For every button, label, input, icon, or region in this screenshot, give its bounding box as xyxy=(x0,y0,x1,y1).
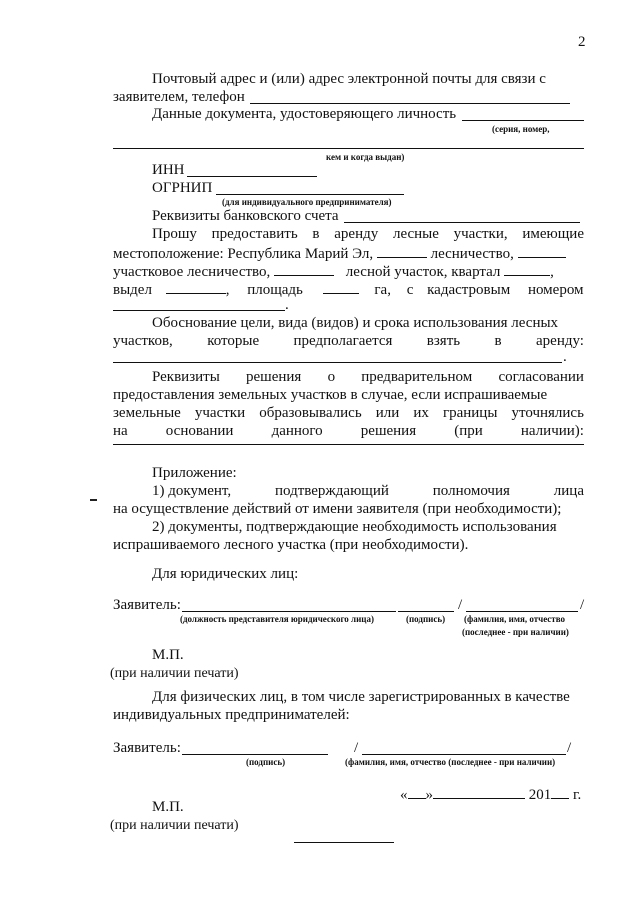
word: лесные xyxy=(392,226,439,242)
legal-name-blank[interactable] xyxy=(466,611,578,612)
attachment-item2-line1: 2) документы, подтверждающие необходимость использования xyxy=(152,519,557,535)
ogrnip-label: ОГРНИП xyxy=(152,180,213,196)
word: предварительном xyxy=(361,369,473,385)
allotment-blank[interactable] xyxy=(166,280,226,294)
request-line2 xyxy=(113,244,566,263)
forestry-label: лесничество, xyxy=(430,246,514,262)
decision-line2: предоставления земельных участков в случае, если испрашиваемые xyxy=(113,387,548,403)
hectare-label: га, xyxy=(374,282,391,298)
legal-slash-2: / xyxy=(580,597,585,613)
bank-blank[interactable] xyxy=(344,222,580,223)
attachments-title: Приложение: xyxy=(152,465,237,481)
day-blank[interactable] xyxy=(408,785,426,799)
legal-signature-blank[interactable] xyxy=(398,611,454,612)
request-end-dot: . xyxy=(285,297,289,313)
word: аренду xyxy=(334,226,379,242)
word: данного xyxy=(271,423,323,439)
cadastral-label: кадастровым xyxy=(427,282,511,298)
legal-hint-signature: (подпись) xyxy=(406,614,446,624)
scan-mark xyxy=(90,499,97,501)
word: в xyxy=(494,333,502,349)
word: их xyxy=(413,405,429,421)
word: решения xyxy=(360,423,417,439)
individual-slash-2: / xyxy=(567,740,572,756)
location-text: местоположение: Республика Марий Эл, xyxy=(113,246,374,262)
quarter-label: лесной участок, квартал xyxy=(345,264,501,280)
word: аренду: xyxy=(536,333,584,349)
request-line4 xyxy=(113,280,584,299)
word: лица xyxy=(553,483,584,499)
word: уточнялись xyxy=(511,405,584,421)
legal-slash-1: / xyxy=(458,597,463,613)
legal-position-blank[interactable] xyxy=(182,611,396,612)
decision-line4 xyxy=(113,423,584,440)
id-doc-blank-2[interactable] xyxy=(113,148,584,149)
individual-heading-1: Для физических лиц, в том числе зарегистрированных в качестве xyxy=(152,689,570,705)
quarter-blank[interactable] xyxy=(504,262,550,276)
month-blank[interactable] xyxy=(433,785,525,799)
district-forestry-label: участковое лесничество, xyxy=(113,264,271,280)
word: которые xyxy=(207,333,260,349)
date-quote-open: « xyxy=(400,787,408,803)
cadastral-number-blank[interactable] xyxy=(113,310,285,311)
individual-seal-hint: (при наличии печати) xyxy=(110,818,239,833)
year-prefix: 201 xyxy=(528,787,552,803)
number-label: номером xyxy=(527,282,584,298)
id-doc-hint-series: (серия, номер, xyxy=(492,124,550,134)
individual-hint-name: (фамилия, имя, отчество (последнее - при наличии) xyxy=(345,757,556,767)
word: наличии): xyxy=(520,423,584,439)
justification-line1: Обоснование цели, вида (видов) и срока использования лесных xyxy=(152,315,559,331)
word: в xyxy=(312,226,320,242)
contact-label-line1: Почтовый адрес и (или) адрес электронной почты для связи с xyxy=(152,71,546,87)
individual-hint-signature: (подпись) xyxy=(246,757,286,767)
closing-rule xyxy=(294,842,394,843)
word: участки, xyxy=(453,226,508,242)
date-quote-close: » xyxy=(425,787,433,803)
word: участков, xyxy=(113,333,173,349)
word: имеющие xyxy=(522,226,584,242)
bank-label: Реквизиты банковского счета xyxy=(152,208,339,224)
comma: , xyxy=(225,282,230,298)
justification-blank[interactable] xyxy=(113,362,562,363)
page-number: 2 xyxy=(578,34,586,50)
attachment-item2-line2: испрашиваемого лесного участка (при необходимости). xyxy=(113,537,469,553)
word: (при xyxy=(454,423,483,439)
word: участки xyxy=(194,405,246,421)
individual-heading-2: индивидуальных предпринимателей: xyxy=(113,707,350,723)
date-line xyxy=(400,785,581,804)
justification-line2 xyxy=(113,333,584,350)
request-line3: участковое лесничество, лесной участок, квартал , xyxy=(113,264,554,280)
word: полномочия xyxy=(432,483,510,499)
word: подтверждающий xyxy=(274,483,389,499)
allotment-label: выдел xyxy=(113,282,152,298)
legal-hint-position: (должность представителя юридического лица) xyxy=(180,614,374,624)
area-label: площадь xyxy=(247,282,303,298)
word: земельные xyxy=(113,405,181,421)
year-blank[interactable] xyxy=(551,785,569,799)
word: решения xyxy=(246,369,302,385)
ogrnip-hint: (для индивидуального предпринимателя) xyxy=(222,197,392,207)
id-doc-label: Данные документа, удостоверяющего личность xyxy=(152,106,457,122)
decision-blank[interactable] xyxy=(113,444,584,445)
word: образовывались xyxy=(259,405,362,421)
legal-applicant-label: Заявитель: xyxy=(113,597,181,613)
id-doc-hint-issued: кем и когда выдан) xyxy=(326,152,405,162)
word: предоставить xyxy=(211,226,298,242)
forestry-blank-2[interactable] xyxy=(518,244,566,258)
legal-hint-name-2: (последнее - при наличии) xyxy=(462,627,569,637)
individual-slash-1: / xyxy=(354,740,359,756)
decision-line3 xyxy=(113,405,584,422)
district-forestry-blank[interactable] xyxy=(274,262,334,276)
word: о xyxy=(327,369,336,385)
legal-hint-name-1: (фамилия, имя, отчество xyxy=(464,614,566,624)
word: Реквизиты xyxy=(152,369,220,385)
justification-end-dot: . xyxy=(563,349,567,365)
word: предполагается xyxy=(293,333,393,349)
legal-heading: Для юридических лиц: xyxy=(152,566,299,582)
inn-blank[interactable] xyxy=(187,176,317,177)
word: согласовании xyxy=(498,369,584,385)
contact-label-line2: заявителем, телефон xyxy=(113,89,245,105)
inn-label: ИНН xyxy=(152,162,185,178)
word: на xyxy=(113,423,128,439)
legal-seal-hint: (при наличии печати) xyxy=(110,666,239,681)
word: 1) документ, xyxy=(152,483,232,499)
word: взять xyxy=(426,333,461,349)
year-suffix: г. xyxy=(573,787,582,803)
area-blank[interactable] xyxy=(323,280,359,294)
with-label: с xyxy=(406,282,414,298)
forestry-blank[interactable] xyxy=(377,244,427,258)
individual-signature-blank[interactable] xyxy=(182,754,328,755)
attachment-item1-line1 xyxy=(152,483,584,500)
legal-seal-label: М.П. xyxy=(152,647,184,663)
word: или xyxy=(375,405,400,421)
request-line1 xyxy=(152,226,584,243)
decision-line1 xyxy=(152,369,584,386)
word: основании xyxy=(165,423,234,439)
id-doc-blank[interactable] xyxy=(462,120,584,121)
word: Прошу xyxy=(152,226,197,242)
contact-blank[interactable] xyxy=(250,103,570,104)
ogrnip-blank[interactable] xyxy=(216,194,404,195)
individual-name-blank[interactable] xyxy=(362,754,566,755)
word: границы xyxy=(442,405,498,421)
individual-applicant-label: Заявитель: xyxy=(113,740,181,756)
individual-seal-label: М.П. xyxy=(152,799,184,815)
attachment-item1-line2: на осуществление действий от имени заявителя (при необходимости); xyxy=(113,501,562,517)
